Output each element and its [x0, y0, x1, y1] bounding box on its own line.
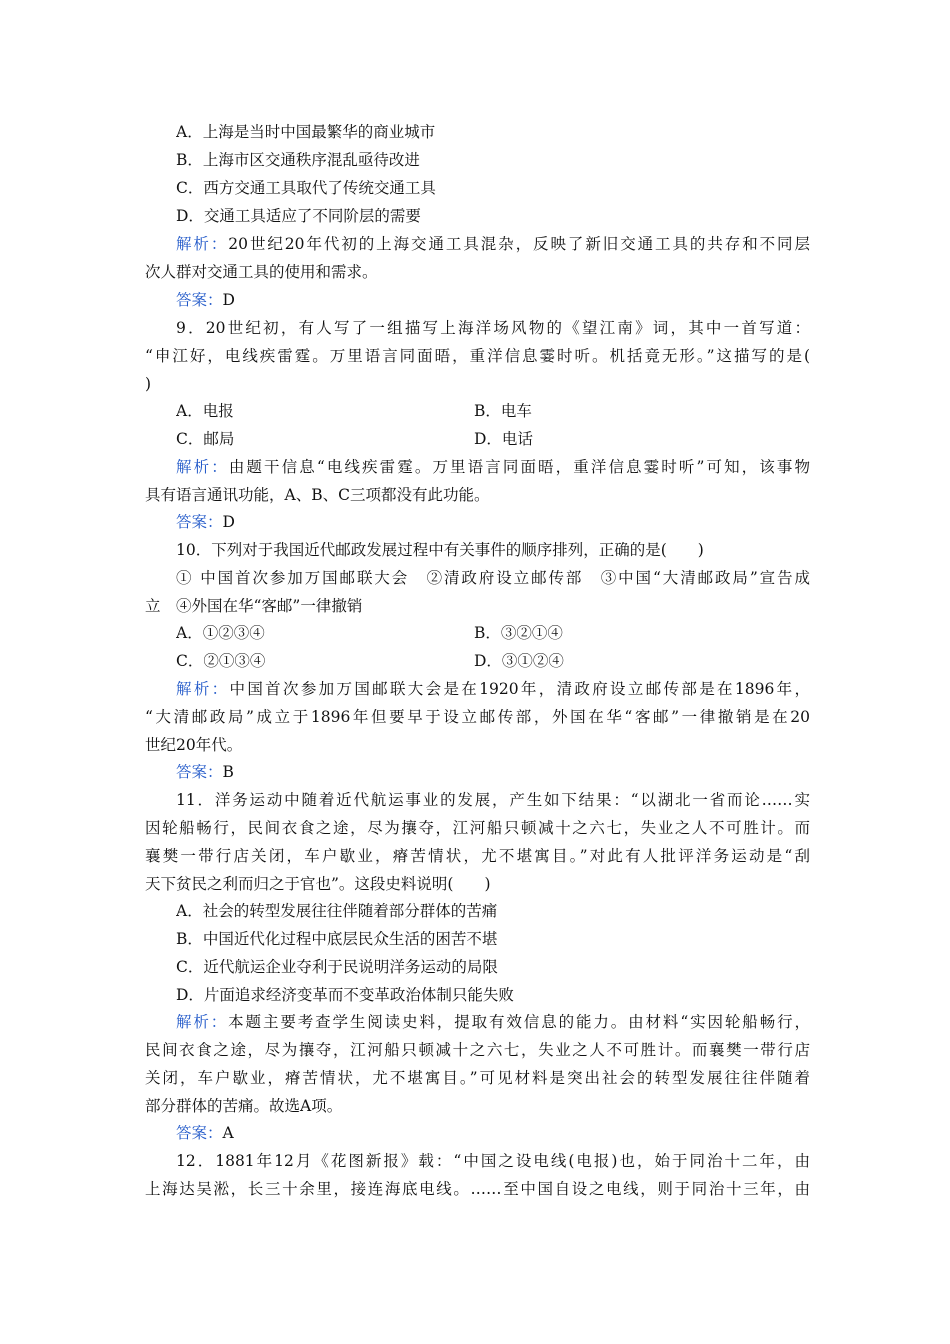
q9-analysis-line-1: 解析：由题干信息“电线疾雷霆。万里语言同面晤，重洋信息霎时听”可知，该事物 — [176, 458, 810, 476]
q8-answer: 答案：D — [176, 291, 235, 309]
q11-option-d: D．片面追求经济变革而不变革政治体制只能失败 — [176, 986, 514, 1004]
q11-analysis-line-4: 部分群体的苦痛。故选A项。 — [145, 1097, 343, 1115]
q11-option-c: C．近代航运企业夺利于民说明洋务运动的局限 — [176, 958, 498, 976]
q11-stem-line-2: 因轮船畅行，民间衣食之途，尽为攘夺，江河船只顿减十之六七，失业之人不可胜计。而 — [145, 819, 810, 837]
q10-option-c: C．②①③④ — [176, 652, 266, 670]
q9-option-d: D．电话 — [474, 430, 533, 448]
q9-analysis-label: 解析： — [176, 458, 229, 476]
q10-option-d: D．③①②④ — [474, 652, 564, 670]
q12-stem-line-1: 12．1881年12月《花图新报》载：“中国之设电线(电报)也，始于同治十二年，由 — [176, 1152, 810, 1170]
q9-answer: 答案：D — [176, 513, 235, 531]
q11-analysis-line-3: 关闭，车户歇业，瘠苦情状，尤不堪寓目。”可见材料是突出社会的转型发展往往伴随着 — [145, 1069, 810, 1087]
q11-answer-label: 答案： — [176, 1124, 223, 1142]
q11-analysis-line-2: 民间衣食之途，尽为攘夺，江河船只顿减十之六七，失业之人不可胜计。而襄樊一带行店 — [145, 1041, 810, 1059]
q8-analysis-label: 解析： — [176, 235, 229, 253]
q10-stem-line-2: ① 中国首次参加万国邮联大会 ②清政府设立邮传部 ③中国“大清邮政局”宣告成 — [176, 569, 810, 587]
q11-stem-line-1: 11．洋务运动中随着近代航运事业的发展，产生如下结果：“以湖北一省而论……实 — [176, 791, 810, 809]
q10-analysis-line-1: 解析：中国首次参加万国邮联大会是在1920年，清政府设立邮传部是在1896年， — [176, 680, 810, 698]
q8-option-b: B．上海市区交通秩序混乱亟待改进 — [176, 151, 420, 169]
q8-analysis-line-2: 次人群对交通工具的使用和需求。 — [145, 263, 378, 281]
q8-option-a: A．上海是当时中国最繁华的商业城市 — [176, 123, 436, 141]
q9-option-b: B．电车 — [474, 402, 532, 420]
q11-answer: 答案：A — [176, 1124, 234, 1142]
q10-option-a: A．①②③④ — [176, 624, 265, 642]
q10-answer-label: 答案： — [176, 763, 223, 781]
q11-stem-line-3: 襄樊一带行店关闭，车户歇业，瘠苦情状，尤不堪寓目。”对此有人批评洋务运动是“刮 — [145, 847, 810, 865]
q11-analysis-label: 解析： — [176, 1013, 229, 1031]
q9-option-a: A．电报 — [176, 402, 234, 420]
q11-analysis-line-1: 解析：本题主要考查学生阅读史料，提取有效信息的能力。由材料“实因轮船畅行， — [176, 1013, 810, 1031]
q10-analysis-line-2: “大清邮政局”成立于1896年但要早于设立邮传部，外国在华“客邮”一律撤销是在20 — [145, 708, 810, 726]
q11-stem-line-4: 天下贫民之利而归之于官也”。这段史料说明( ) — [145, 875, 491, 893]
q9-stem-line-1: 9．20世纪初，有人写了一组描写上海洋场风物的《望江南》词，其中一首写道： — [176, 319, 810, 337]
q10-stem-line-1: 10．下列对于我国近代邮政发展过程中有关事件的顺序排列，正确的是( ) — [176, 541, 704, 559]
q8-option-c: C．西方交通工具取代了传统交通工具 — [176, 179, 436, 197]
q10-analysis-label: 解析： — [176, 680, 230, 698]
q9-option-c: C．邮局 — [176, 430, 235, 448]
q8-analysis-line-1: 解析：20世纪20年代初的上海交通工具混杂，反映了新旧交通工具的共存和不同层 — [176, 235, 810, 253]
q10-option-b: B．③②①④ — [474, 624, 563, 642]
q12-stem-line-2: 上海达吴淞，长三十余里，接连海底电线。……至中国自设之电线，则于同治十三年，由 — [145, 1180, 810, 1198]
q9-stem-line-2: “申江好，电线疾雷霆。万里语言同面晤，重洋信息霎时听。机括竟无形。”这描写的是( — [145, 347, 810, 365]
q10-answer: 答案：B — [176, 763, 234, 781]
q9-stem-line-3: ) — [145, 375, 152, 393]
q11-option-a: A．社会的转型发展往往伴随着部分群体的苦痛 — [176, 902, 498, 920]
q10-analysis-line-3: 世纪20年代。 — [145, 736, 243, 754]
q8-answer-label: 答案： — [176, 291, 223, 309]
q11-option-b: B．中国近代化过程中底层民众生活的困苦不堪 — [176, 930, 498, 948]
q8-option-d: D．交通工具适应了不同阶层的需要 — [176, 207, 421, 225]
q9-answer-label: 答案： — [176, 513, 223, 531]
q9-analysis-line-2: 具有语言通讯功能，A、B、C三项都没有此功能。 — [145, 486, 490, 504]
q10-stem-line-3: 立 ④外国在华“客邮”一律撤销 — [145, 597, 363, 615]
